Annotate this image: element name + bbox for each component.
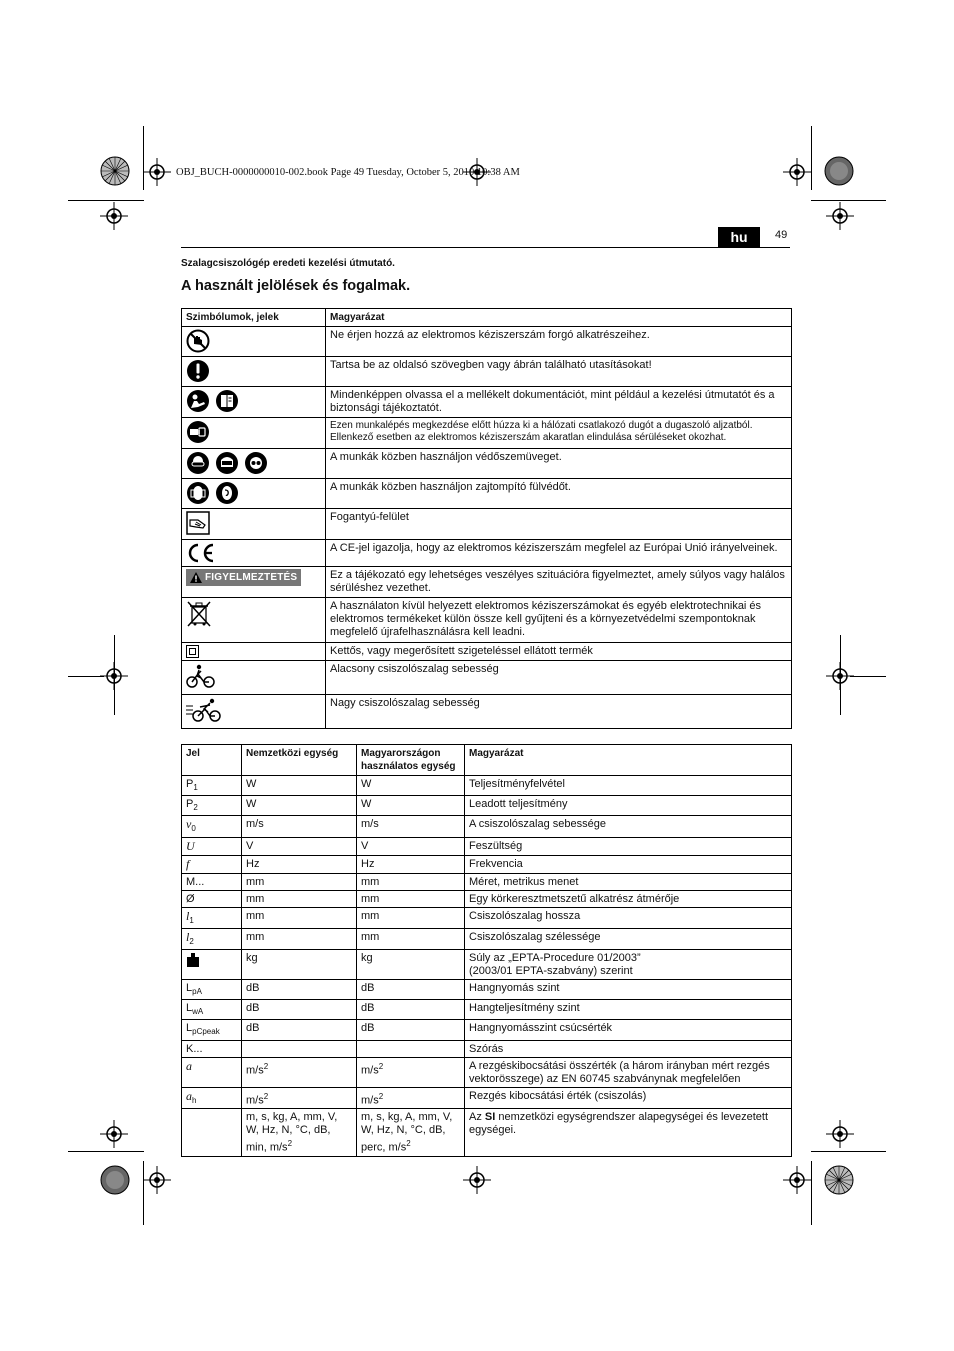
registration-mark-top-left [100, 156, 130, 186]
unit-symbol-subscript: h [192, 1095, 197, 1105]
unit-row [182, 1040, 792, 1057]
symbol-explanation: Alacsony csiszolószalag sebesség [326, 661, 792, 695]
symbol-cell [182, 661, 326, 695]
symbol-row [182, 695, 792, 729]
symbol-row [182, 387, 792, 418]
unit-explanation: Súly az „EPTA-Procedure 01/2003” [469, 951, 641, 964]
unit-international-cell [242, 776, 357, 796]
unit-international-cell [242, 1087, 357, 1109]
unit-symbol: a [186, 1058, 192, 1073]
unit-explanation-cell [465, 1109, 792, 1157]
unit-symbol-cell [182, 776, 242, 796]
unit-international-cell [242, 1020, 357, 1040]
unit-explanation: Leadott teljesítmény [469, 798, 568, 811]
unit-symbol: M... [186, 875, 205, 888]
language-badge: hu [718, 227, 760, 247]
unit-explanation: Rezgés kibocsátási érték (csiszolás) [469, 1089, 647, 1102]
unit-explanation-cell [465, 776, 792, 796]
unit-international-cell [242, 890, 357, 907]
glasses-icon [244, 451, 268, 475]
unit-symbol: l [186, 908, 190, 923]
unit-explanation: A csiszolószalag sebessége [469, 818, 606, 831]
unit-symbol-subscript: pCpeak [192, 1027, 220, 1037]
unit-symbol-cell [182, 855, 242, 873]
registration-mark-bottom-left [100, 1165, 130, 1195]
unit-hungarian-cell [357, 1087, 465, 1109]
unit-explanation-cell [465, 816, 792, 837]
unit-international: Hz [246, 857, 260, 870]
unit-hungarian-cell [357, 1040, 465, 1057]
units-table-body [182, 776, 792, 1157]
symbol-row [182, 540, 792, 567]
unit-explanation-cell [465, 907, 792, 928]
unit-explanation-cell [465, 837, 792, 855]
book-info-line: OBJ_BUCH-0000000010-002.book Page 49 Tuesday, October 5, 2010 10:38 AM [176, 167, 520, 178]
unit-explanation: Méret, metrikus menet [469, 875, 579, 888]
unit-international-cell [242, 837, 357, 855]
symbol-explanation: Tartsa be az oldalsó szövegben vagy ábrán található utasításokat! [326, 357, 792, 387]
symbol-explanation: Kettős, vagy megerősített szigeteléssel ellátott termék [326, 643, 792, 661]
unit-explanation-prefix: Az [469, 1111, 485, 1124]
symbol-cell [182, 540, 326, 567]
warning-triangle-icon [190, 572, 202, 583]
unit-explanation: Frekvencia [469, 857, 523, 870]
symbol-cell [182, 387, 326, 418]
registration-mark-bottom-right [824, 1165, 854, 1195]
unit-row [182, 907, 792, 928]
unit-international-cell [242, 816, 357, 837]
unit-hungarian: mm [361, 875, 380, 888]
unit-row [182, 1087, 792, 1109]
unit-hungarian: dB [361, 1022, 375, 1035]
unit-explanation-cell [465, 1040, 792, 1057]
unit-symbol-subscript: 2 [193, 803, 198, 813]
unit-hungarian: m/s [361, 1094, 379, 1107]
unit-explanation: Hangnyomás szint [469, 981, 560, 994]
symbols-header-explanation: Magyarázat [326, 309, 792, 327]
units-header-symbol: Jel [182, 745, 242, 776]
unit-hungarian: mm [361, 892, 380, 905]
unplug-icon [186, 420, 210, 444]
unit-exponent: 2 [378, 1091, 384, 1101]
unit-row [182, 1020, 792, 1040]
unit-hungarian: V [361, 839, 369, 852]
unit-international: m/s [246, 818, 264, 831]
warning-badge-label: FIGYELMEZTETÉS [205, 572, 298, 583]
section-title: A használt jelölések és fogalmak. [181, 278, 411, 294]
unit-explanation-cell [465, 949, 792, 979]
unit-international-cell [242, 1040, 357, 1057]
unit-exponent: 2 [263, 1061, 269, 1071]
symbol-row [182, 598, 792, 643]
unit-international: dB [246, 1002, 260, 1015]
crosshair-mark-left-lower [100, 1120, 128, 1148]
symbol-explanation: Ezen munkalépés megkezdése előtt húzza ki a hálózati csatlakozó dugót a dugaszoló aljzatból. Ellenkező esetben az elektromos kéziszerszám akaratlan elindulása sérüléseket okozhat. [326, 418, 792, 449]
unit-international-cell [242, 855, 357, 873]
ear-muffs-icon [186, 481, 210, 505]
unit-hungarian-cell [357, 890, 465, 907]
symbols-header-symbol: Szimbólumok, jelek [182, 309, 326, 327]
symbol-row [182, 661, 792, 695]
unit-row [182, 873, 792, 890]
unit-symbol: v [186, 817, 192, 832]
unit-explanation-cell [465, 855, 792, 873]
unit-international-cell [242, 796, 357, 816]
unit-symbol-cell [182, 796, 242, 816]
weight-icon [186, 952, 200, 968]
unit-international: V [246, 839, 254, 852]
page-number: 49 [775, 229, 788, 241]
read-manual-icon [186, 389, 210, 413]
unit-explanation-cell [465, 928, 792, 949]
unit-explanation-cell [465, 1020, 792, 1040]
crosshair-mark-bottom-center [463, 1166, 491, 1194]
unit-row [182, 837, 792, 855]
symbol-cell [182, 598, 326, 643]
unit-international-cell [242, 1000, 357, 1020]
unit-international-cell [242, 928, 357, 949]
unit-explanation: Szórás [469, 1042, 504, 1055]
unit-exponent: 2 [406, 1139, 411, 1149]
unit-symbol: L [186, 1022, 193, 1035]
unit-hungarian-cell [357, 1020, 465, 1040]
unit-symbol: l [186, 929, 190, 944]
unit-explanation: Csiszolószalag szélessége [469, 930, 601, 943]
unit-explanation-cell [465, 796, 792, 816]
fast-speed-icon [186, 697, 222, 723]
unit-symbol: P [186, 778, 194, 790]
symbol-explanation: A használaton kívül helyezett elektromos kéziszerszámokat és egyéb elektrotechnikai és elektromos termékeket külön össze kell gyűjteni és a környezetvédelmi szempontoknak megfelelő újrafelhasználásra kell leadni. [326, 598, 792, 643]
unit-symbol-cell [182, 890, 242, 907]
symbol-cell [182, 479, 326, 509]
unit-explanation: Hangteljesítmény szint [469, 1002, 580, 1015]
unit-symbol-cell [182, 949, 242, 979]
unit-international: kg [246, 951, 258, 964]
exclamation-icon [186, 359, 210, 383]
unit-explanation: A rezgéskibocsátási összérték (a három irányban mért rezgés vektorösszege) az EN 60745 szabványnak megfelelően [469, 1059, 770, 1085]
unit-symbol-cell [182, 873, 242, 890]
unit-symbol-subscript: pA [192, 987, 202, 997]
unit-international-cell [242, 873, 357, 890]
unit-hungarian: mm [361, 930, 380, 943]
unit-international: W [246, 778, 257, 790]
unit-international-cell [242, 1057, 357, 1087]
unit-explanation-cell [465, 890, 792, 907]
unit-explanation: Feszültség [469, 839, 523, 852]
symbols-header-row [182, 309, 792, 327]
unit-symbol-cell [182, 907, 242, 928]
crosshair-mark-bottom-right [783, 1166, 811, 1194]
unit-international: mm [246, 892, 265, 905]
unit-hungarian-cell [357, 907, 465, 928]
book-icon [215, 389, 239, 413]
symbol-cell [182, 695, 326, 729]
crosshair-mark-top-right [783, 158, 811, 186]
symbol-explanation: A CE-jel igazolja, hogy az elektromos kéziszerszám megfelel az Európai Unió irányelveinek. [326, 540, 792, 567]
unit-explanation-cell [465, 979, 792, 999]
unit-hungarian: m/s [361, 1064, 379, 1077]
unit-international: dB [246, 1022, 260, 1035]
units-header-explanation: Magyarázat [465, 745, 792, 776]
weee-bin-icon [186, 600, 212, 628]
unit-row [182, 855, 792, 873]
unit-symbol-cell [182, 979, 242, 999]
unit-hungarian: mm [361, 909, 380, 922]
unit-symbol-subscript: 0 [191, 824, 196, 834]
unit-explanation-cell [465, 1087, 792, 1109]
unit-international: m, s, kg, A, mm, V, W, Hz, N, °C, dB, min, m/s [246, 1111, 338, 1154]
unit-symbol-subscript: 1 [193, 783, 198, 793]
unit-exponent: 2 [378, 1061, 384, 1071]
symbol-explanation: Mindenképpen olvassa el a mellékelt dokumentációt, mint például a kezelési útmutatót és a biztonsági tájékoztatót. [326, 387, 792, 418]
unit-explanation: Csiszolószalag hossza [469, 909, 581, 922]
goggles-icon [186, 451, 210, 475]
unit-symbol-cell [182, 837, 242, 855]
ear-protection-icon [215, 481, 239, 505]
symbol-cell [182, 567, 326, 598]
unit-hungarian: m, s, kg, A, mm, V, W, Hz, N, °C, dB, perc, m/s [361, 1111, 453, 1154]
symbols-table [181, 308, 792, 729]
unit-international: m/s [246, 1064, 264, 1077]
unit-explanation: Teljesítményfelvétel [469, 778, 565, 790]
symbol-explanation: A munkák közben használjon védőszemüveget. [326, 449, 792, 479]
symbol-row [182, 509, 792, 540]
unit-hungarian-cell [357, 776, 465, 796]
symbol-explanation: Fogantyú-felület [326, 509, 792, 540]
unit-international: mm [246, 930, 265, 943]
unit-hungarian-cell [357, 1000, 465, 1020]
unit-hungarian-cell [357, 837, 465, 855]
unit-row [182, 890, 792, 907]
unit-hungarian-cell [357, 979, 465, 999]
unit-row [182, 928, 792, 949]
unit-symbol: L [186, 981, 193, 994]
unit-symbol-cell [182, 928, 242, 949]
unit-symbol: K... [186, 1042, 203, 1055]
unit-international: m/s [246, 1094, 264, 1107]
crosshair-mark-right-upper [826, 202, 854, 230]
ce-mark-icon [186, 542, 216, 564]
symbol-cell [182, 449, 326, 479]
crosshair-mark-top-left [143, 158, 171, 186]
unit-symbol-cell [182, 1040, 242, 1057]
unit-row [182, 776, 792, 796]
header-divider [181, 247, 790, 248]
warning-badge [186, 569, 301, 586]
unit-explanation-cell [465, 1057, 792, 1087]
unit-explanation: Egy körkeresztmetszetű alkatrész átmérője [469, 892, 680, 905]
unit-hungarian: dB [361, 981, 375, 994]
symbol-cell [182, 643, 326, 661]
slow-speed-icon [186, 663, 216, 689]
unit-hungarian: W [361, 778, 372, 790]
unit-hungarian-cell [357, 855, 465, 873]
unit-symbol: U [186, 838, 195, 853]
crosshair-mark-bottom-left [143, 1166, 171, 1194]
symbol-row [182, 449, 792, 479]
unit-row [182, 796, 792, 816]
unit-symbol-subscript: 2 [189, 936, 194, 946]
unit-explanation: Hangnyomásszint csúcsérték [469, 1022, 613, 1035]
unit-symbol-cell [182, 1000, 242, 1020]
unit-international: mm [246, 909, 265, 922]
unit-international-cell [242, 907, 357, 928]
unit-hungarian-cell [357, 796, 465, 816]
registration-mark-top-right [824, 156, 854, 186]
unit-row [182, 1000, 792, 1020]
document-subtitle: Szalagcsiszológép eredeti kezelési útmutató. [181, 258, 395, 269]
unit-explanation-bold: SI [484, 1111, 496, 1124]
unit-hungarian-cell [357, 873, 465, 890]
unit-row [182, 979, 792, 999]
unit-explanation-cell [465, 873, 792, 890]
units-header-hungarian: Magyarországon használatos egység [357, 745, 465, 776]
unit-hungarian: m/s [361, 818, 379, 831]
unit-exponent: 2 [263, 1091, 269, 1101]
unit-hungarian: dB [361, 1002, 375, 1015]
unit-symbol: a [186, 1088, 192, 1103]
unit-hungarian: kg [361, 951, 373, 964]
crosshair-mark-left-upper [100, 202, 128, 230]
unit-international-cell [242, 1109, 357, 1157]
symbol-explanation: A munkák közben használjon zajtompító fülvédőt. [326, 479, 792, 509]
unit-hungarian-cell [357, 1109, 465, 1157]
units-table [181, 744, 792, 1157]
unit-symbol-cell [182, 1109, 242, 1157]
symbol-row [182, 479, 792, 509]
unit-hungarian: W [361, 798, 372, 811]
symbol-row [182, 357, 792, 387]
unit-row [182, 1109, 792, 1157]
unit-symbol-cell [182, 816, 242, 837]
grip-surface-icon [186, 511, 210, 535]
unit-symbol-subscript: wA [192, 1007, 204, 1017]
unit-symbol: Ø [186, 892, 195, 905]
unit-hungarian: Hz [361, 857, 375, 870]
unit-explanation-cell [465, 1000, 792, 1020]
unit-hungarian-cell [357, 816, 465, 837]
no-touch-icon [186, 329, 210, 353]
face-shield-icon [215, 451, 239, 475]
unit-international: dB [246, 981, 260, 994]
unit-symbol-subscript: 1 [189, 915, 194, 925]
symbol-explanation: Ne érjen hozzá az elektromos kéziszerszám forgó alkatrészeihez. [326, 327, 792, 357]
unit-symbol-cell [182, 1057, 242, 1087]
symbol-cell [182, 418, 326, 449]
unit-hungarian-cell [357, 1057, 465, 1087]
unit-row [182, 1057, 792, 1087]
units-header-international: Nemzetközi egység [242, 745, 357, 776]
unit-symbol-cell [182, 1087, 242, 1109]
unit-international: W [246, 798, 257, 811]
units-header-row [182, 745, 792, 776]
symbol-row [182, 643, 792, 661]
double-insulation-icon [186, 645, 199, 658]
unit-row [182, 816, 792, 837]
unit-symbol: L [186, 1002, 193, 1015]
symbol-cell [182, 509, 326, 540]
unit-explanation: nemzetközi egységrendszer alapegységei és levezetett egységei. [469, 1111, 769, 1137]
unit-symbol-cell [182, 1020, 242, 1040]
unit-hungarian-cell [357, 949, 465, 979]
unit-symbol: f [186, 856, 190, 871]
unit-row [182, 949, 792, 979]
symbol-cell [182, 357, 326, 387]
symbol-explanation: Ez a tájékozató egy lehetséges veszélyes szituációra figyelmeztet, amely súlyos vagy halálos sérüléshez vezethet. [326, 567, 792, 598]
unit-international-cell [242, 949, 357, 979]
symbol-row [182, 567, 792, 598]
unit-explanation-line2: (2003/01 EPTA-szabvány) szerint [469, 964, 633, 977]
symbol-cell [182, 327, 326, 357]
unit-symbol: P [186, 798, 194, 811]
crosshair-mark-right-lower [826, 1120, 854, 1148]
symbol-explanation: Nagy csiszolószalag sebesség [326, 695, 792, 729]
symbol-row [182, 327, 792, 357]
unit-international-cell [242, 979, 357, 999]
symbol-row [182, 418, 792, 449]
unit-international: mm [246, 875, 265, 888]
unit-hungarian-cell [357, 928, 465, 949]
unit-exponent: 2 [287, 1139, 293, 1149]
